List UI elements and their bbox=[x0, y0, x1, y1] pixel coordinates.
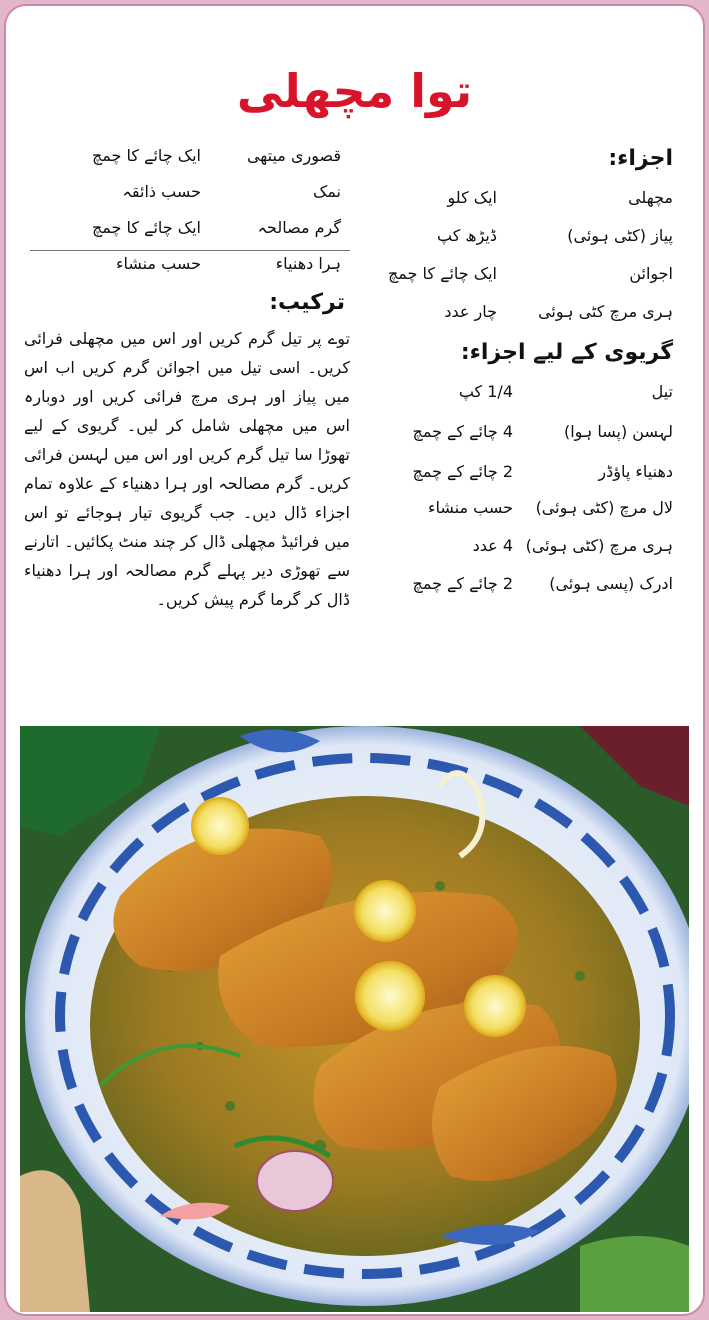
ingredient-qty: 2 چائے کے چمچ bbox=[412, 462, 513, 481]
ingredient-name: دھنیاء پاؤڈر bbox=[598, 462, 673, 481]
ingredient-qty: چار عدد bbox=[444, 302, 497, 321]
ingredient-name: ہری مرچ کٹی ہوئی bbox=[538, 302, 673, 321]
ingredient-name: گرم مصالحہ bbox=[257, 218, 341, 237]
ingredient-qty: ڈیڑھ کپ bbox=[437, 226, 497, 245]
ingredient-qty: 1/4 کپ bbox=[458, 382, 513, 401]
ingredient-name: تیل bbox=[651, 382, 673, 401]
ingredient-name: قصوری میتھی bbox=[246, 146, 341, 165]
ingredient-qty: حسب منشاء bbox=[115, 254, 201, 273]
ingredient-name: ہری مرچ (کٹی ہوئی) bbox=[525, 536, 673, 555]
ingredient-qty: ایک کلو bbox=[447, 188, 497, 207]
ingredient-qty: ایک چائے کا چمچ bbox=[91, 146, 201, 165]
method-heading: ترکیب: bbox=[269, 290, 345, 315]
gravy-heading: گریوی کے لیے اجزاء: bbox=[460, 340, 673, 365]
ingredient-qty: ایک چائے کا چمچ bbox=[91, 218, 201, 237]
fish-dish-illustration bbox=[20, 726, 689, 1312]
ingredient-name: لہسن (پسا ہوا) bbox=[563, 422, 673, 441]
divider bbox=[30, 250, 350, 251]
dish-photo bbox=[20, 726, 689, 1312]
ingredient-name: مچھلی bbox=[628, 188, 673, 207]
recipe-title: توا مچھلی bbox=[236, 64, 473, 118]
ingredient-qty: 2 چائے کے چمچ bbox=[412, 574, 513, 593]
ingredients-heading: اجزاء: bbox=[608, 146, 673, 171]
ingredient-name: ادرک (پسی ہوئی) bbox=[549, 574, 673, 593]
ingredient-qty: حسب منشاء bbox=[427, 498, 513, 517]
ingredient-qty: 4 چائے کے چمچ bbox=[412, 422, 513, 441]
ingredient-name: لال مرچ (کٹی ہوئی) bbox=[535, 498, 673, 517]
ingredient-qty: ایک چائے کا چمچ bbox=[387, 264, 497, 283]
recipe-card bbox=[4, 4, 705, 1316]
method-text: توے پر تیل گرم کریں اور اس میں مچھلی فرائی کریں۔ اسی تیل میں اجوائن گرم کریں اب اس میں پیاز اور ہری مرچ فرائی کریں اور دوبارہ اس میں مچھلی شامل کر لیں۔ گریوی کے لیے تھوڑا سا تیل گرم کریں اور اس میں لہسن فرائی کریں۔ گرم مصالحہ اور ہرا دھنیاء کے علاوہ تمام اجزاء ڈال دیں۔ جب گریوی تیار ہوجائے تو اس میں فرائیڈ مچھلی ڈال کر چند منٹ پکائیں۔ اتارنے سے تھوڑی دیر پہلے گرم مصالحہ اور ہرا دھنیاء ڈال کر گرما گرم پیش کریں۔ bbox=[23, 329, 350, 609]
ingredient-qty: 4 عدد bbox=[472, 536, 513, 555]
ingredient-name: اجوائن bbox=[629, 264, 673, 283]
ingredient-name: پیاز (کٹی ہوئی) bbox=[567, 226, 673, 245]
ingredient-name: ہرا دھنیاء bbox=[275, 254, 341, 273]
ingredient-qty: حسب ذائقہ bbox=[122, 182, 201, 201]
ingredient-name: نمک bbox=[312, 182, 341, 201]
